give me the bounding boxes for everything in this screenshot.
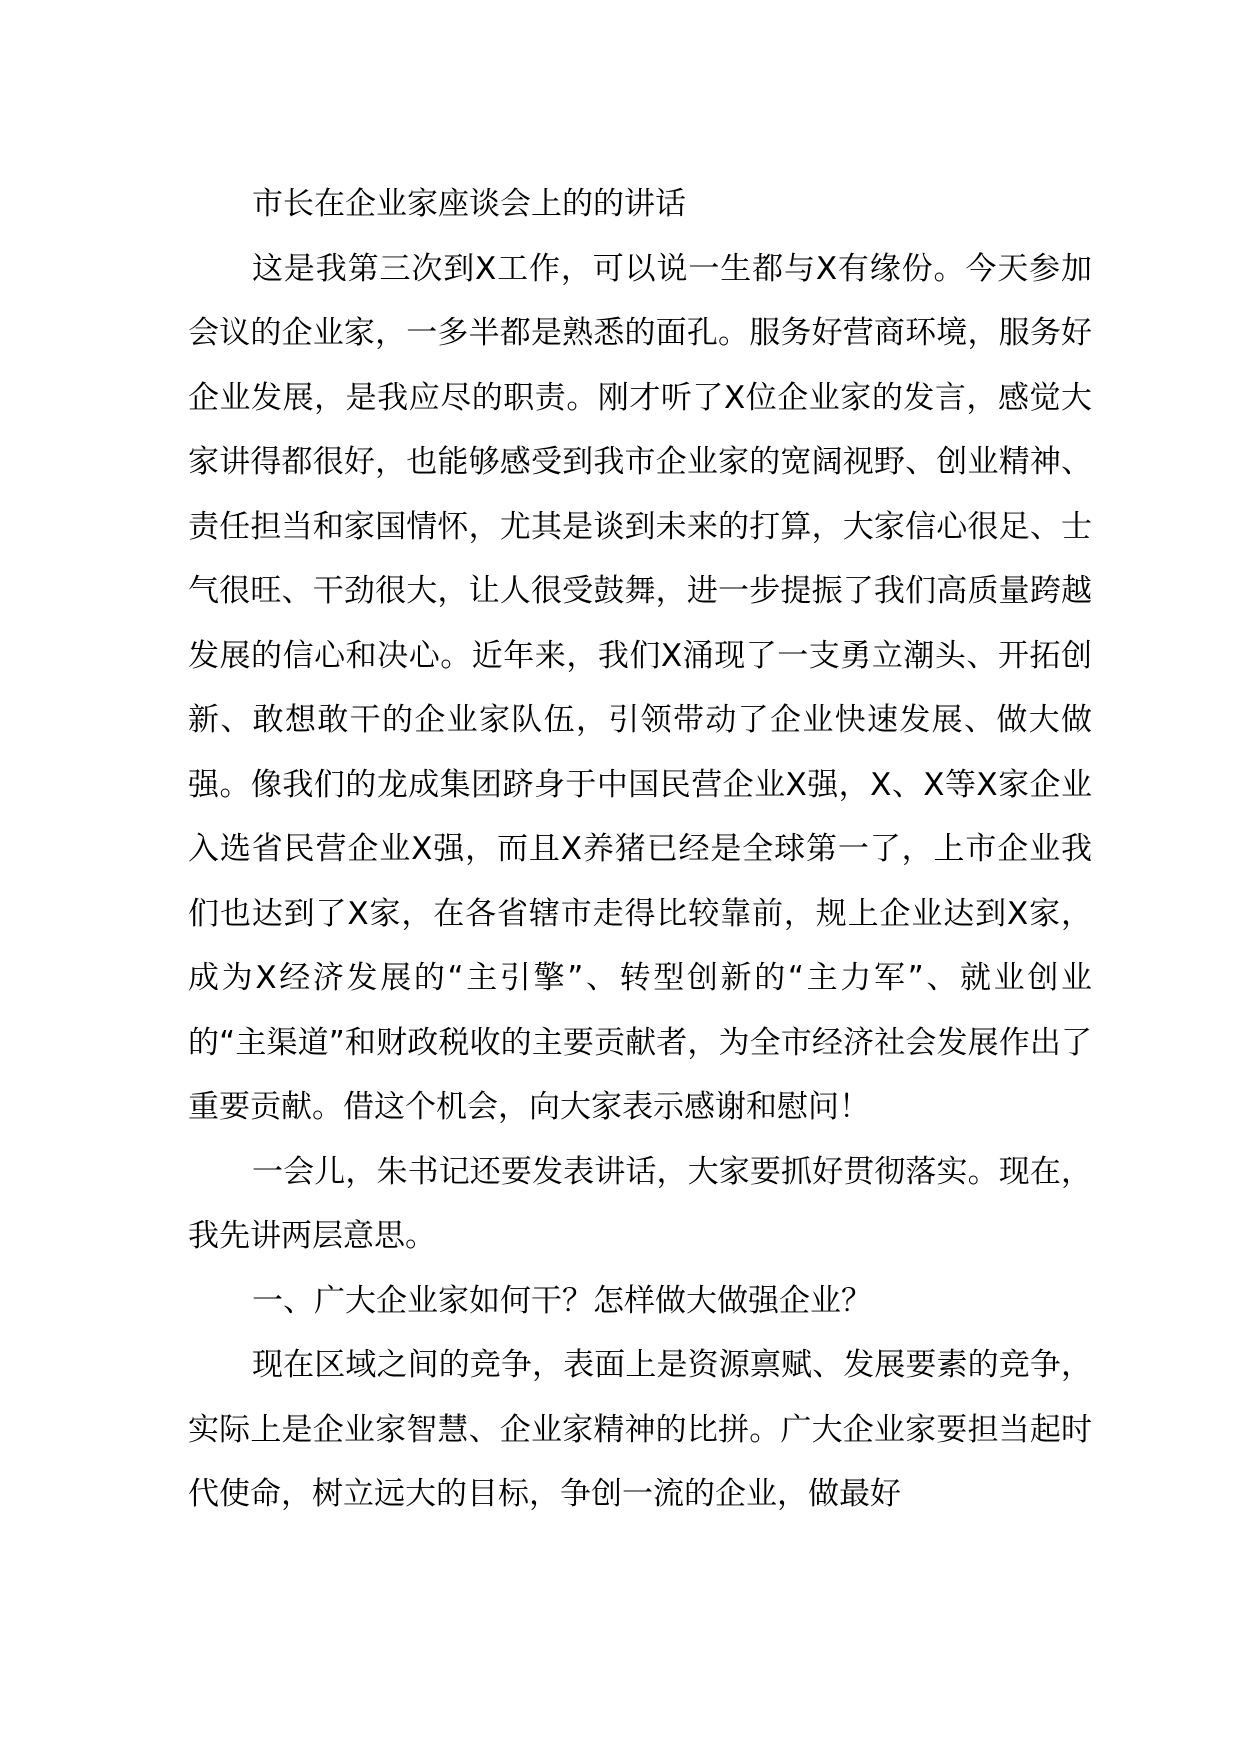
- paragraph-opening: 这是我第三次到X工作，可以说一生都与X有缘份。今天参加会议的企业家，一多半都是熟悉的面孔。服务好营商环境，服务好企业发展，是我应尽的职责。刚才听了X位企业家的发言，感觉大家讲得都很好，也能够感受到我市企业家的宽阔视野、创业精神、责任担当和家国情怀，尤其是谈到未来的打算，大家信心很足、士气很旺、干劲很大，让人很受鼓舞，进一步提振了我们高质量跨越发展的信心和决心。近年来，我们X涌现了一支勇立潮头、开拓创新、敢想敢干的企业家队伍，引领带动了企业快速发展、做大做强。像我们的龙成集团跻身于中国民营企业X强，X、X等X家企业入选省民营企业X强，而且X养猪已经是全球第一了，上市企业我们也达到了X家，在各省辖市走得比较靠前，规上企业达到X家，成为X经济发展的“主引擎”、转型创新的“主力军”、就业创业的“主渠道”和财政税收的主要贡献者，为全市经济社会发展作出了重要贡献。借这个机会，向大家表示感谢和慰问！: [188, 250, 1092, 1125]
- paragraph-competition: 现在区域之间的竞争，表面上是资源禀赋、发展要素的竞争，实际上是企业家智慧、企业家精神的比拼。广大企业家要担当起时代使命，树立远大的目标，争创一流的企业，做最好: [188, 1347, 1092, 1512]
- document-body: [188, 172, 1092, 1527]
- document-title: 市长在企业家座谈会上的的讲话: [252, 186, 686, 222]
- paragraph-transition: 一会儿，朱书记还要发表讲话，大家要抓好贯彻落实。现在，我先讲两层意思。: [188, 1153, 1092, 1254]
- section-heading-one: 一、广大企业家如何干？怎样做大做强企业？: [252, 1282, 872, 1319]
